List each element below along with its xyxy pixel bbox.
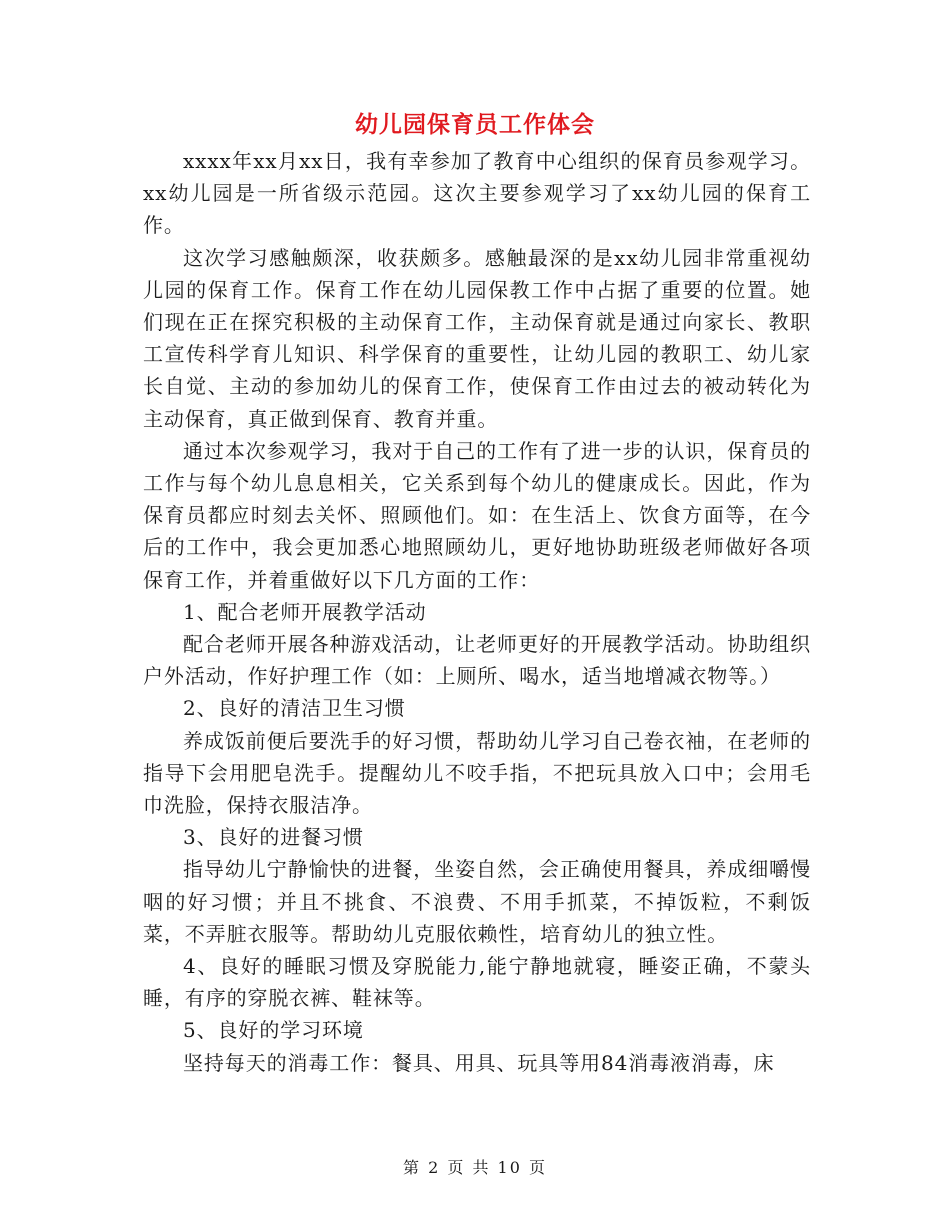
- paragraph: 坚持每天的消毒工作：餐具、用具、玩具等用84消毒液消毒，床: [183, 1050, 775, 1075]
- paragraph: 配合老师开展各种游戏活动，让老师更好的开展教学活动。协助组织户外活动，作好护理工作（如：上厕所、喝水，适当地增减衣物等。）: [143, 632, 811, 689]
- section-heading: 2、良好的清洁卫生习惯: [183, 696, 406, 721]
- page-footer: 第 2 页 共 10 页: [403, 1158, 547, 1177]
- section-heading: 1、配合老师开展教学活动: [183, 599, 427, 624]
- document-body: [143, 145, 811, 1079]
- section-heading: 3、良好的进餐习惯: [183, 825, 364, 850]
- paragraph: 这次学习感触颇深，收获颇多。感触最深的是xx幼儿园非常重视幼儿园的保育工作。保育工作在幼儿园保教工作中占据了重要的位置。她们现在正在探究积极的主动保育工作，主动保育就是通过向家长、教职工宣传科学育儿知识、科学保育的重要性，让幼儿园的教职工、幼儿家长自觉、主动的参加幼儿的保育工作，使保育工作由过去的被动转化为主动保育，真正做到保育、教育并重。: [143, 245, 811, 431]
- section-heading: 5、良好的学习环境: [183, 1018, 364, 1043]
- paragraph: xxxx年xx月xx日，我有幸参加了教育中心组织的保育员参观学习。xx幼儿园是一所省级示范园。这次主要参观学习了xx幼儿园的保育工作。: [143, 149, 811, 238]
- paragraph: 通过本次参观学习，我对于自己的工作有了进一步的认识，保育员的工作与每个幼儿息息相关，它关系到每个幼儿的健康成长。因此，作为保育员都应时刻去关怀、照顾他们。如：在生活上、饮食方面等，在今后的工作中，我会更加悉心地照顾幼儿，更好地协助班级老师做好各项保育工作，并着重做好以下几方面的工作：: [143, 438, 811, 592]
- document-title: 幼儿园保育员工作体会: [355, 111, 595, 138]
- paragraph: 4、良好的睡眠习惯及穿脱能力,能宁静地就寝，睡姿正确，不蒙头睡，有序的穿脱衣裤、鞋袜等。: [143, 954, 811, 1011]
- paragraph: 养成饭前便后要洗手的好习惯，帮助幼儿学习自己卷衣袖，在老师的指导下会用肥皂洗手。提醒幼儿不咬手指，不把玩具放入口中；会用毛巾洗脸，保持衣服洁净。: [143, 728, 811, 818]
- paragraph: 指导幼儿宁静愉快的进餐，坐姿自然，会正确使用餐具，养成细嚼慢咽的好习惯；并且不挑食、不浪费、不用手抓菜，不掉饭粒，不剩饭菜，不弄脏衣服等。帮助幼儿克服依赖性，培育幼儿的独立性。: [143, 857, 811, 946]
